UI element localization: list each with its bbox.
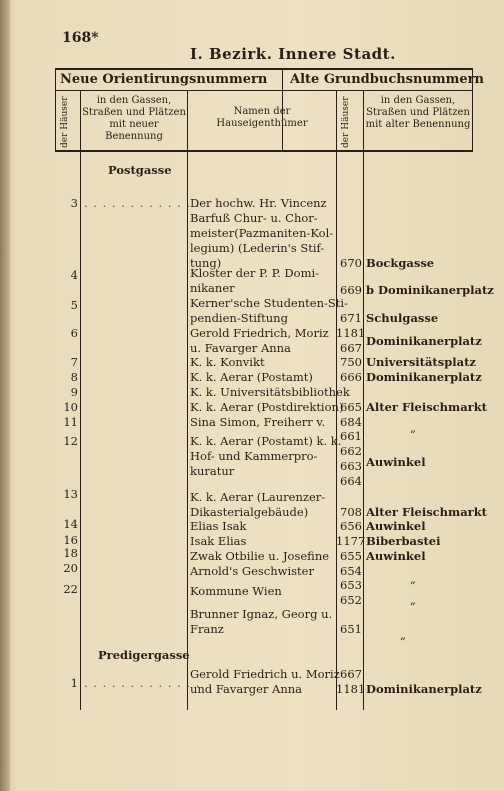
page-number: 168*: [62, 30, 99, 46]
old-number: 671: [340, 311, 362, 325]
old-number: 666: [340, 370, 362, 384]
old-street: Universitätsplatz: [366, 355, 476, 369]
owner-line: Kerner'sche Studenten-Sti-: [190, 296, 348, 310]
owner-line: Dikasterialgebäude): [190, 505, 309, 519]
owner-line: pendien-Stiftung: [190, 311, 288, 325]
ditto-mark: „: [410, 421, 416, 435]
house-number: 4: [70, 268, 78, 282]
section-header-rule: [55, 90, 473, 91]
old-number: 664: [340, 474, 362, 488]
district-title: I. Bezirk. Innere Stadt.: [190, 45, 396, 63]
owner-line: K. k. Aerar (Postamt) k. k.: [190, 434, 342, 448]
house-number: 6: [70, 326, 78, 340]
old-number: 651: [340, 622, 362, 636]
old-street: Dominikanerplatz: [366, 682, 482, 696]
table-left-border: [55, 68, 56, 152]
owner-line: Hof- und Kammerpro-: [190, 449, 318, 463]
house-number: 20: [63, 561, 78, 575]
house-number: 7: [70, 355, 78, 369]
house-number: 16: [63, 533, 78, 547]
col-houses-old: der Häuser: [341, 96, 351, 148]
column-header-rule: [55, 150, 473, 152]
owner-line: K. k. Aerar (Postdirektion): [190, 400, 344, 414]
owner-line: legium) (Lederin's Stif-: [190, 241, 325, 255]
ditto-mark: „: [410, 593, 416, 607]
old-number: 1181: [336, 326, 366, 340]
section-old-numbers: Alte Grundbuchsnummern: [290, 72, 484, 87]
col-streets-new: in den Gassen, Straßen und Plätzen mit neuer Benennung: [82, 95, 186, 142]
owner-line: Gerold Friedrich u. Moriz: [190, 667, 340, 681]
old-number: 1177: [336, 534, 366, 548]
col-divider-1: [80, 90, 81, 710]
owner-line: Der hochw. Hr. Vincenz: [190, 196, 327, 210]
owner-line: tung): [190, 256, 222, 270]
owner-line: Sina Simon, Freiherr v.: [190, 415, 326, 429]
house-number: 13: [63, 487, 78, 501]
owner-line: meister(Pazmaniten-Kol-: [190, 226, 334, 240]
owner-line: nikaner: [190, 281, 235, 295]
old-number: 750: [340, 355, 362, 369]
old-number: 653: [340, 578, 362, 592]
col-streets-old: in den Gassen, Straßen und Plätzen mit alter Benennung: [365, 95, 471, 130]
owner-line: Barfuß Chur- u. Chor-: [190, 211, 318, 225]
house-number: 3: [70, 196, 78, 210]
owner-line: Brunner Ignaz, Georg u.: [190, 607, 333, 621]
old-number: 669: [340, 283, 362, 297]
old-number: 1181: [336, 682, 366, 696]
owner-line: Franz: [190, 622, 224, 636]
house-number: 11: [63, 415, 78, 429]
old-street: Biberbastei: [366, 534, 441, 548]
owner-line: K. k. Konvikt: [190, 355, 265, 369]
old-number: 667: [340, 341, 362, 355]
owner-line: K. k. Aerar (Laurenzer-: [190, 490, 326, 504]
dot-leader: . . . . . . . . . . . . .: [84, 676, 201, 690]
owner-line: Kloster der P. P. Domi-: [190, 266, 320, 280]
owner-line: Zwak Otbilie u. Josefine: [190, 549, 330, 563]
house-number: 1: [70, 676, 78, 690]
house-number: 14: [63, 517, 78, 531]
old-number: 656: [340, 519, 362, 533]
house-number: 22: [63, 582, 78, 596]
owner-line: K. k. Aerar (Postamt): [190, 370, 313, 384]
old-street: Alter Fleischmarkt: [366, 400, 487, 414]
col-divider-2: [187, 90, 188, 710]
old-street: Bockgasse: [366, 256, 435, 270]
old-number: 670: [340, 256, 362, 270]
ditto-mark: „: [400, 628, 406, 642]
owner-line: K. k. Universitätsbibliothek: [190, 385, 350, 399]
house-number: 5: [70, 298, 78, 312]
old-street: Dominikanerplatz: [366, 370, 482, 384]
col-houses-new: der Häuser: [60, 96, 70, 148]
section-new-numbers: Neue Orientirungsnummern: [60, 72, 268, 87]
house-number: 10: [63, 400, 78, 414]
owner-line: Gerold Friedrich, Moriz: [190, 326, 329, 340]
owner-line: und Favarger Anna: [190, 682, 303, 696]
street-heading: Postgasse: [108, 163, 172, 177]
owner-line: Isak Elias: [190, 534, 247, 548]
old-number: 654: [340, 564, 362, 578]
old-street: Alter Fleischmarkt: [366, 505, 487, 519]
book-spine: [0, 0, 10, 791]
owner-line: Elias Isak: [190, 519, 247, 533]
old-number: 665: [340, 400, 362, 414]
old-street: Schulgasse: [366, 311, 439, 325]
old-street: Auwinkel: [366, 519, 426, 533]
old-number: 661: [340, 429, 362, 443]
house-number: 18: [63, 546, 78, 560]
old-street: b Dominikanerplatz: [366, 283, 494, 297]
old-street: Auwinkel: [366, 455, 426, 469]
owner-line: kuratur: [190, 464, 235, 478]
old-number: 655: [340, 549, 362, 563]
street-heading: Predigergasse: [98, 648, 190, 662]
old-number: 684: [340, 415, 362, 429]
old-number: 667: [340, 667, 362, 681]
owner-line: u. Favarger Anna: [190, 341, 291, 355]
table-top-rule: [55, 68, 473, 70]
house-number: 12: [63, 434, 78, 448]
dot-leader: . . . . . . . . . . . . .: [84, 196, 201, 210]
old-number: 708: [340, 505, 362, 519]
ditto-mark: „: [410, 572, 416, 586]
col-divider-4: [363, 90, 364, 710]
house-number: 8: [70, 370, 78, 384]
owner-line: Kommune Wien: [190, 584, 282, 598]
old-street: Dominikanerplatz: [366, 334, 482, 348]
old-number: 663: [340, 459, 362, 473]
old-number: 662: [340, 444, 362, 458]
col-owner-names: Namen der Hauseigenthümer: [216, 106, 308, 129]
old-number: 652: [340, 593, 362, 607]
house-number: 9: [70, 385, 78, 399]
owner-line: Arnold's Geschwister: [190, 564, 314, 578]
old-street: Auwinkel: [366, 549, 426, 563]
